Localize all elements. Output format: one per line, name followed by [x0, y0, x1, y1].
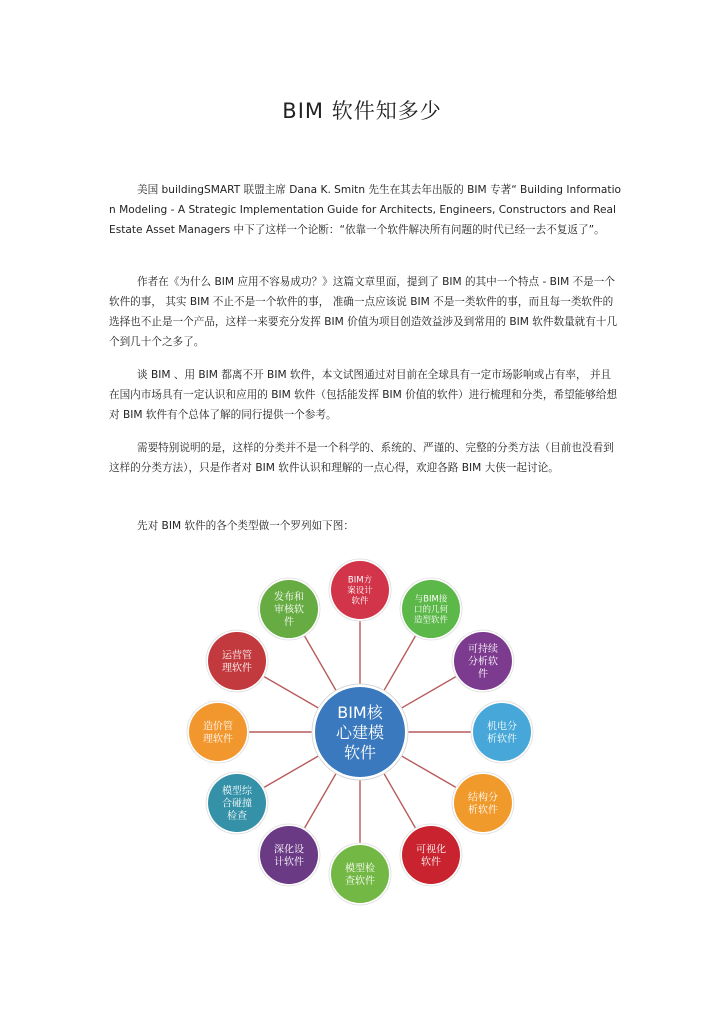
paragraph-intro: 美国 buildingSMART 联盟主席 Dana K. Smitn 先生在其去年出版的 BIM 专著“ Building Information Modeling - A Strategic Implementation Guide for Architects, Engineers, Constructors and Real Estate Asset Managers 中下了这样一个论断：“依靠一个软件解决所有问题的时代已经一去不复返了”。 [109, 184, 621, 236]
diagram-node [329, 843, 391, 905]
diagram-node [258, 578, 320, 640]
diagram-node-label-line: BIM方 [347, 575, 373, 586]
bim-software-diagram [170, 552, 550, 907]
diagram-node-label-line: 件 [284, 617, 294, 629]
diagram-node-label-line: 分析软 [467, 656, 498, 668]
diagram-center-label-line: 软件 [343, 742, 377, 762]
diagram-node [258, 824, 320, 886]
diagram-node [206, 630, 268, 692]
diagram-center-label-line: BIM核 [337, 702, 383, 722]
diagram-node-label-line: 案设计 [347, 586, 373, 597]
diagram-node-label-line: 软件 [421, 856, 441, 868]
paragraph-lead-in: 先对 BIM 软件的各个类型做一个罗列如下图： [137, 520, 354, 532]
diagram-node-label-line: 检查 [227, 811, 248, 823]
diagram-center-label-line: 心建模 [335, 722, 385, 742]
diagram-node-label-line: 可持续 [467, 644, 498, 656]
paragraph-purpose: 谈 BIM 、用 BIM 都离不开 BIM 软件，本文试图通过对目前在全球具有一定市场影响或占有率， 并且在国内市场具有一定认识和应用的 BIM 软件（包括能发挥 BIM 价值的软件）进行梳理和分类，希望能够给想对 BIM 软件有个总体了解的同行提供一个参考。 [109, 369, 618, 421]
diagram-node-label-line: 结构分 [467, 792, 498, 804]
diagram-node-label-line: 口的几何 [413, 605, 449, 616]
diagram-node-label-line: 机电分 [487, 721, 517, 733]
diagram-node [452, 772, 514, 834]
diagram-node-label-line: 发布和 [274, 592, 304, 604]
diagram-center [312, 684, 408, 780]
diagram-node-label-line: 模型检 [345, 863, 375, 875]
diagram-node-label-line: 查软件 [345, 875, 375, 887]
diagram-node-label-line: 造价管 [203, 721, 233, 733]
diagram-node-label-line: 与BIM接 [414, 594, 448, 605]
diagram-node-label-line: 析软件 [487, 733, 517, 745]
page-title: BIM 软件知多少 [282, 99, 442, 123]
diagram-node-label-line: 件 [477, 669, 488, 681]
diagram-node [452, 630, 514, 692]
diagram-node-label-line: 理软件 [203, 733, 233, 745]
diagram-node-label-line: 计软件 [274, 856, 304, 868]
diagram-node [400, 578, 462, 640]
diagram-node-label-line: 理软件 [222, 662, 253, 674]
diagram-node [187, 701, 249, 763]
diagram-node [329, 559, 391, 621]
diagram-node [206, 772, 268, 834]
paragraph-note: 需要特别说明的是，这样的分类并不是一个科学的、系统的、严谨的、完整的分类方法（目前也没看到这样的分类方法），只是作者对 BIM 软件认识和理解的一点心得，欢迎各路 BIM 大侠一起讨论。 [109, 442, 614, 474]
diagram-node-label-line: 可视化 [416, 844, 446, 856]
diagram-node-label-line: 模型综 [222, 786, 253, 798]
diagram-node-label-line: 软件 [351, 596, 369, 607]
diagram-node-label-line: 深化设 [274, 844, 304, 856]
diagram-node [471, 701, 533, 763]
diagram-node-label-line: 造型软件 [413, 615, 449, 626]
diagram-node [400, 824, 462, 886]
diagram-node-label-line: 析软件 [467, 804, 498, 816]
diagram-node-label-line: 审核软 [274, 604, 304, 616]
diagram-node-label-line: 运营管 [222, 650, 253, 662]
diagram-node-label-line: 合碰撞 [222, 798, 253, 810]
paragraph-author: 作者在《为什么 BIM 应用不容易成功？》这篇文章里面，提到了 BIM 的其中一个特点 - BIM 不是一个软件的事， 其实 BIM 不止不是一个软件的事， 准确一点应该说 BIM 不是一类软件的事，而且每一类软件的选择也不止是一个产品，这样一来要充分发挥 BIM 价值为项目创造效益涉及到常用的 BIM 软件数量就有十几个到几十个之多了。 [109, 276, 618, 348]
